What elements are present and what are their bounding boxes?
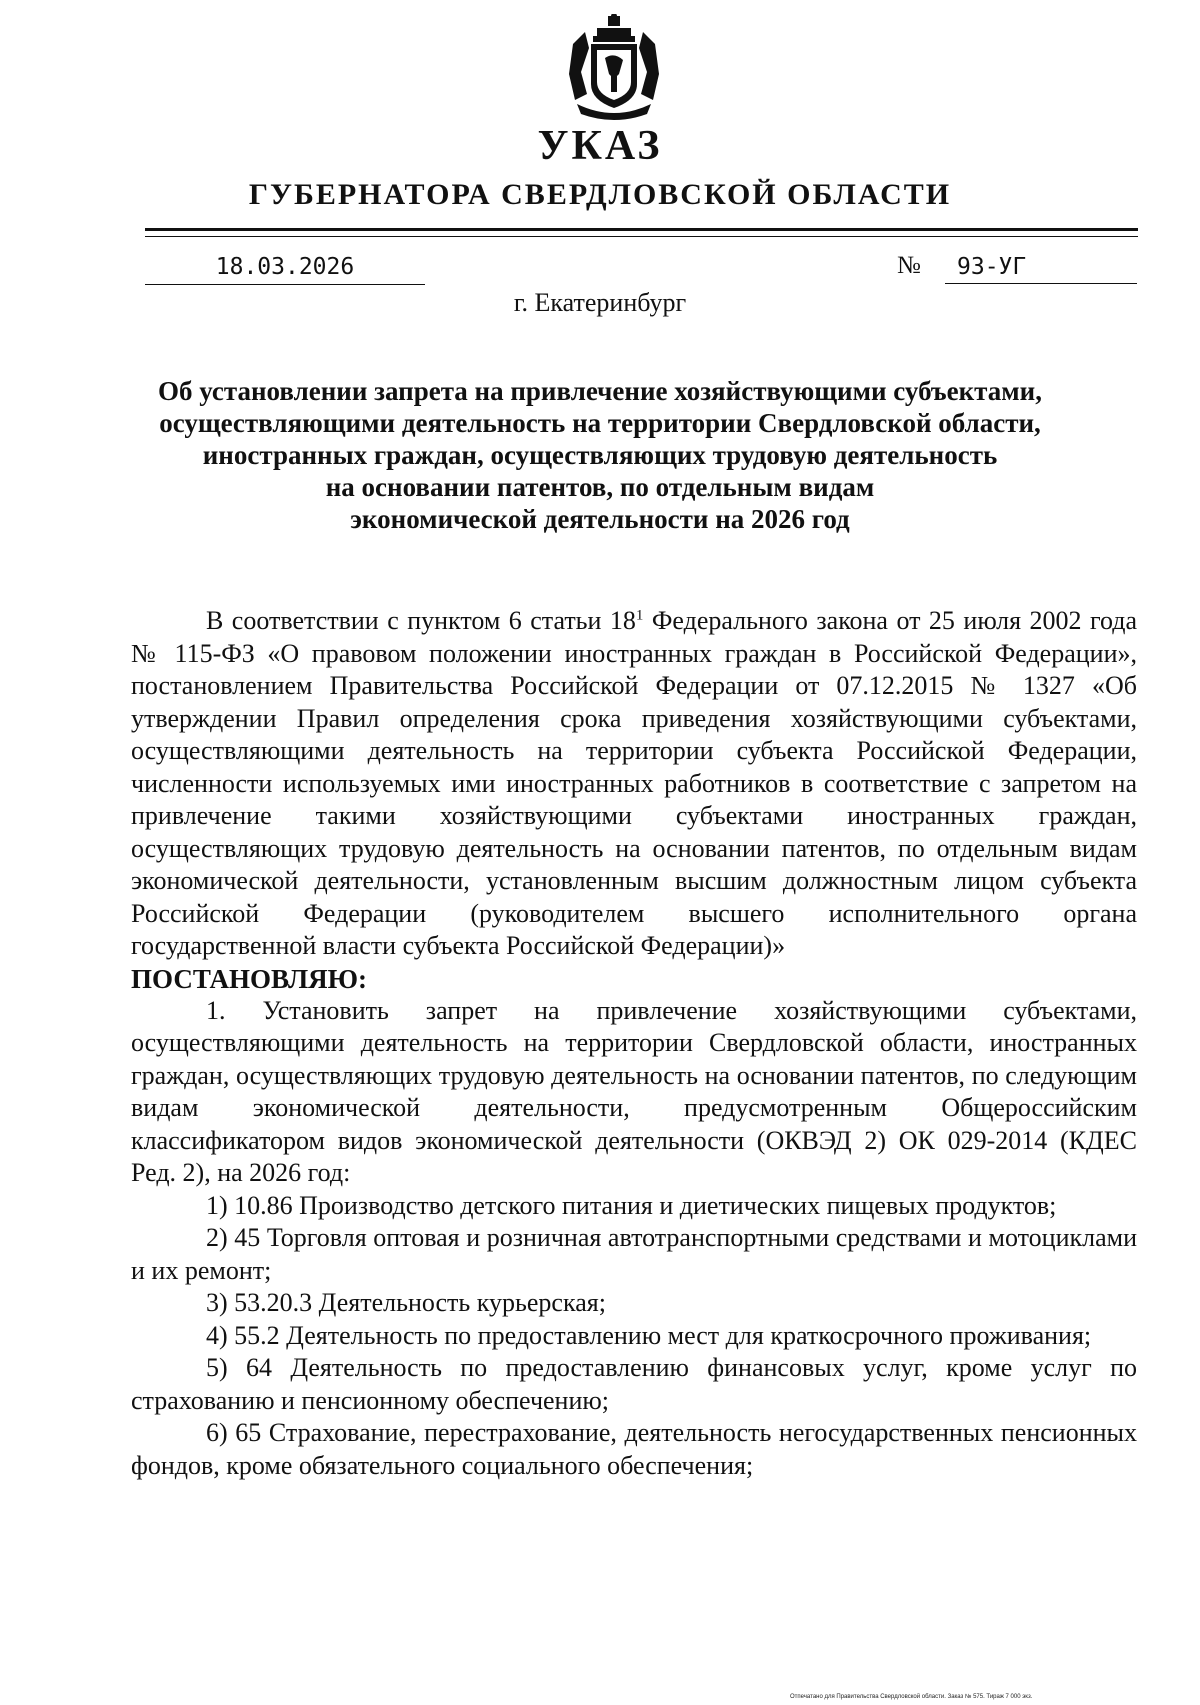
number-sign: № <box>897 252 921 279</box>
list-item: 6) 65 Страхование, перестрахование, деятельность негосударственных пенсионных фондов, кроме обязательного социального обеспечения; <box>131 1418 1137 1480</box>
superscript: 1 <box>635 607 644 624</box>
preamble-text-start: В соответствии с пунктом 6 статьи 18 <box>206 606 636 635</box>
print-imprint: Отпечатано для Правительства Свердловской области. Заказ № 575. Тираж 7 000 экз. <box>790 1694 1033 1700</box>
header-rule-thick <box>145 228 1138 231</box>
list-item: 4) 55.2 Деятельность по предоставлению мест для краткосрочного проживания; <box>206 1320 1092 1350</box>
document-number: 93-УГ <box>945 250 1137 284</box>
document-body <box>131 605 1137 1482</box>
heading-line: на основании патентов, по отдельным видам <box>325 472 875 502</box>
header-rule-thin <box>145 236 1138 237</box>
preamble-paragraph <box>131 605 1137 963</box>
clause-1: 1. Установить запрет на привлечение хозяйствующими субъектами, осуществляющими деятельность на территории Свердловской области, иностранных граждан, осуществляющих трудовую деятельность на основании патентов, по следующим видам экономической деятельности, предусмотренным Общероссийским классификатором видов экономической деятельности (ОКВЭД 2) ОК 029-2014 (КДЕС Ред. 2), на 2026 год: <box>131 995 1137 1187</box>
heading-line: Об установлении запрета на привлечение хозяйствующими субъектами, <box>158 376 1042 406</box>
heading-line: экономической деятельности на 2026 год <box>350 504 850 534</box>
document-type-title: УКАЗ <box>537 123 663 169</box>
preamble-text-rest: Федерального закона от 25 июля 2002 года № 115-ФЗ «О правовом положении иностранных граждан в Российской Федерации», постановлением Правительства Российской Федерации от 07.12.2015 № 1327 «Об утверждении Правил определения срока приведения хозяйствующими субъектами, осуществляющими деятельность на территории субъекта Российской Федерации, численности используемых ими иностранных работников в соответствие с запретом на привлечение такими хозяйствующими субъектами иностранных граждан, осуществляющих трудовую деятельность на основании патентов, по отдельным видам экономической деятельности, установленным высшим должностным лицом субъекта Российской Федерации (руководителем высшего исполнительного органа государственной власти субъекта Российской Федерации)» <box>131 606 1137 960</box>
list-item: 5) 64 Деятельность по предоставлению финансовых услуг, кроме услуг по страхованию и пенсионному обеспечению; <box>131 1353 1137 1415</box>
list-item: 2) 45 Торговля оптовая и розничная автотранспортными средствами и мотоциклами и их ремонт; <box>131 1223 1137 1285</box>
heading-line: иностранных граждан, осуществляющих трудовую деятельность <box>202 440 998 470</box>
coat-of-arms-icon <box>567 14 661 122</box>
list-item: 3) 53.20.3 Деятельность курьерская; <box>206 1288 606 1317</box>
document-date: 18.03.2026 <box>145 250 425 285</box>
issuing-authority: ГУБЕРНАТОРА СВЕРДЛОВСКОЙ ОБЛАСТИ <box>248 178 952 211</box>
list-item: 1) 10.86 Производство детского питания и диетических пищевых продуктов; <box>206 1190 1057 1220</box>
document-heading <box>100 375 1100 535</box>
city: г. Екатеринбург <box>513 288 687 317</box>
decree-word: ПОСТАНОВЛЯЮ: <box>131 963 367 994</box>
heading-line: осуществляющими деятельность на территории Свердловской области, <box>159 408 1041 438</box>
